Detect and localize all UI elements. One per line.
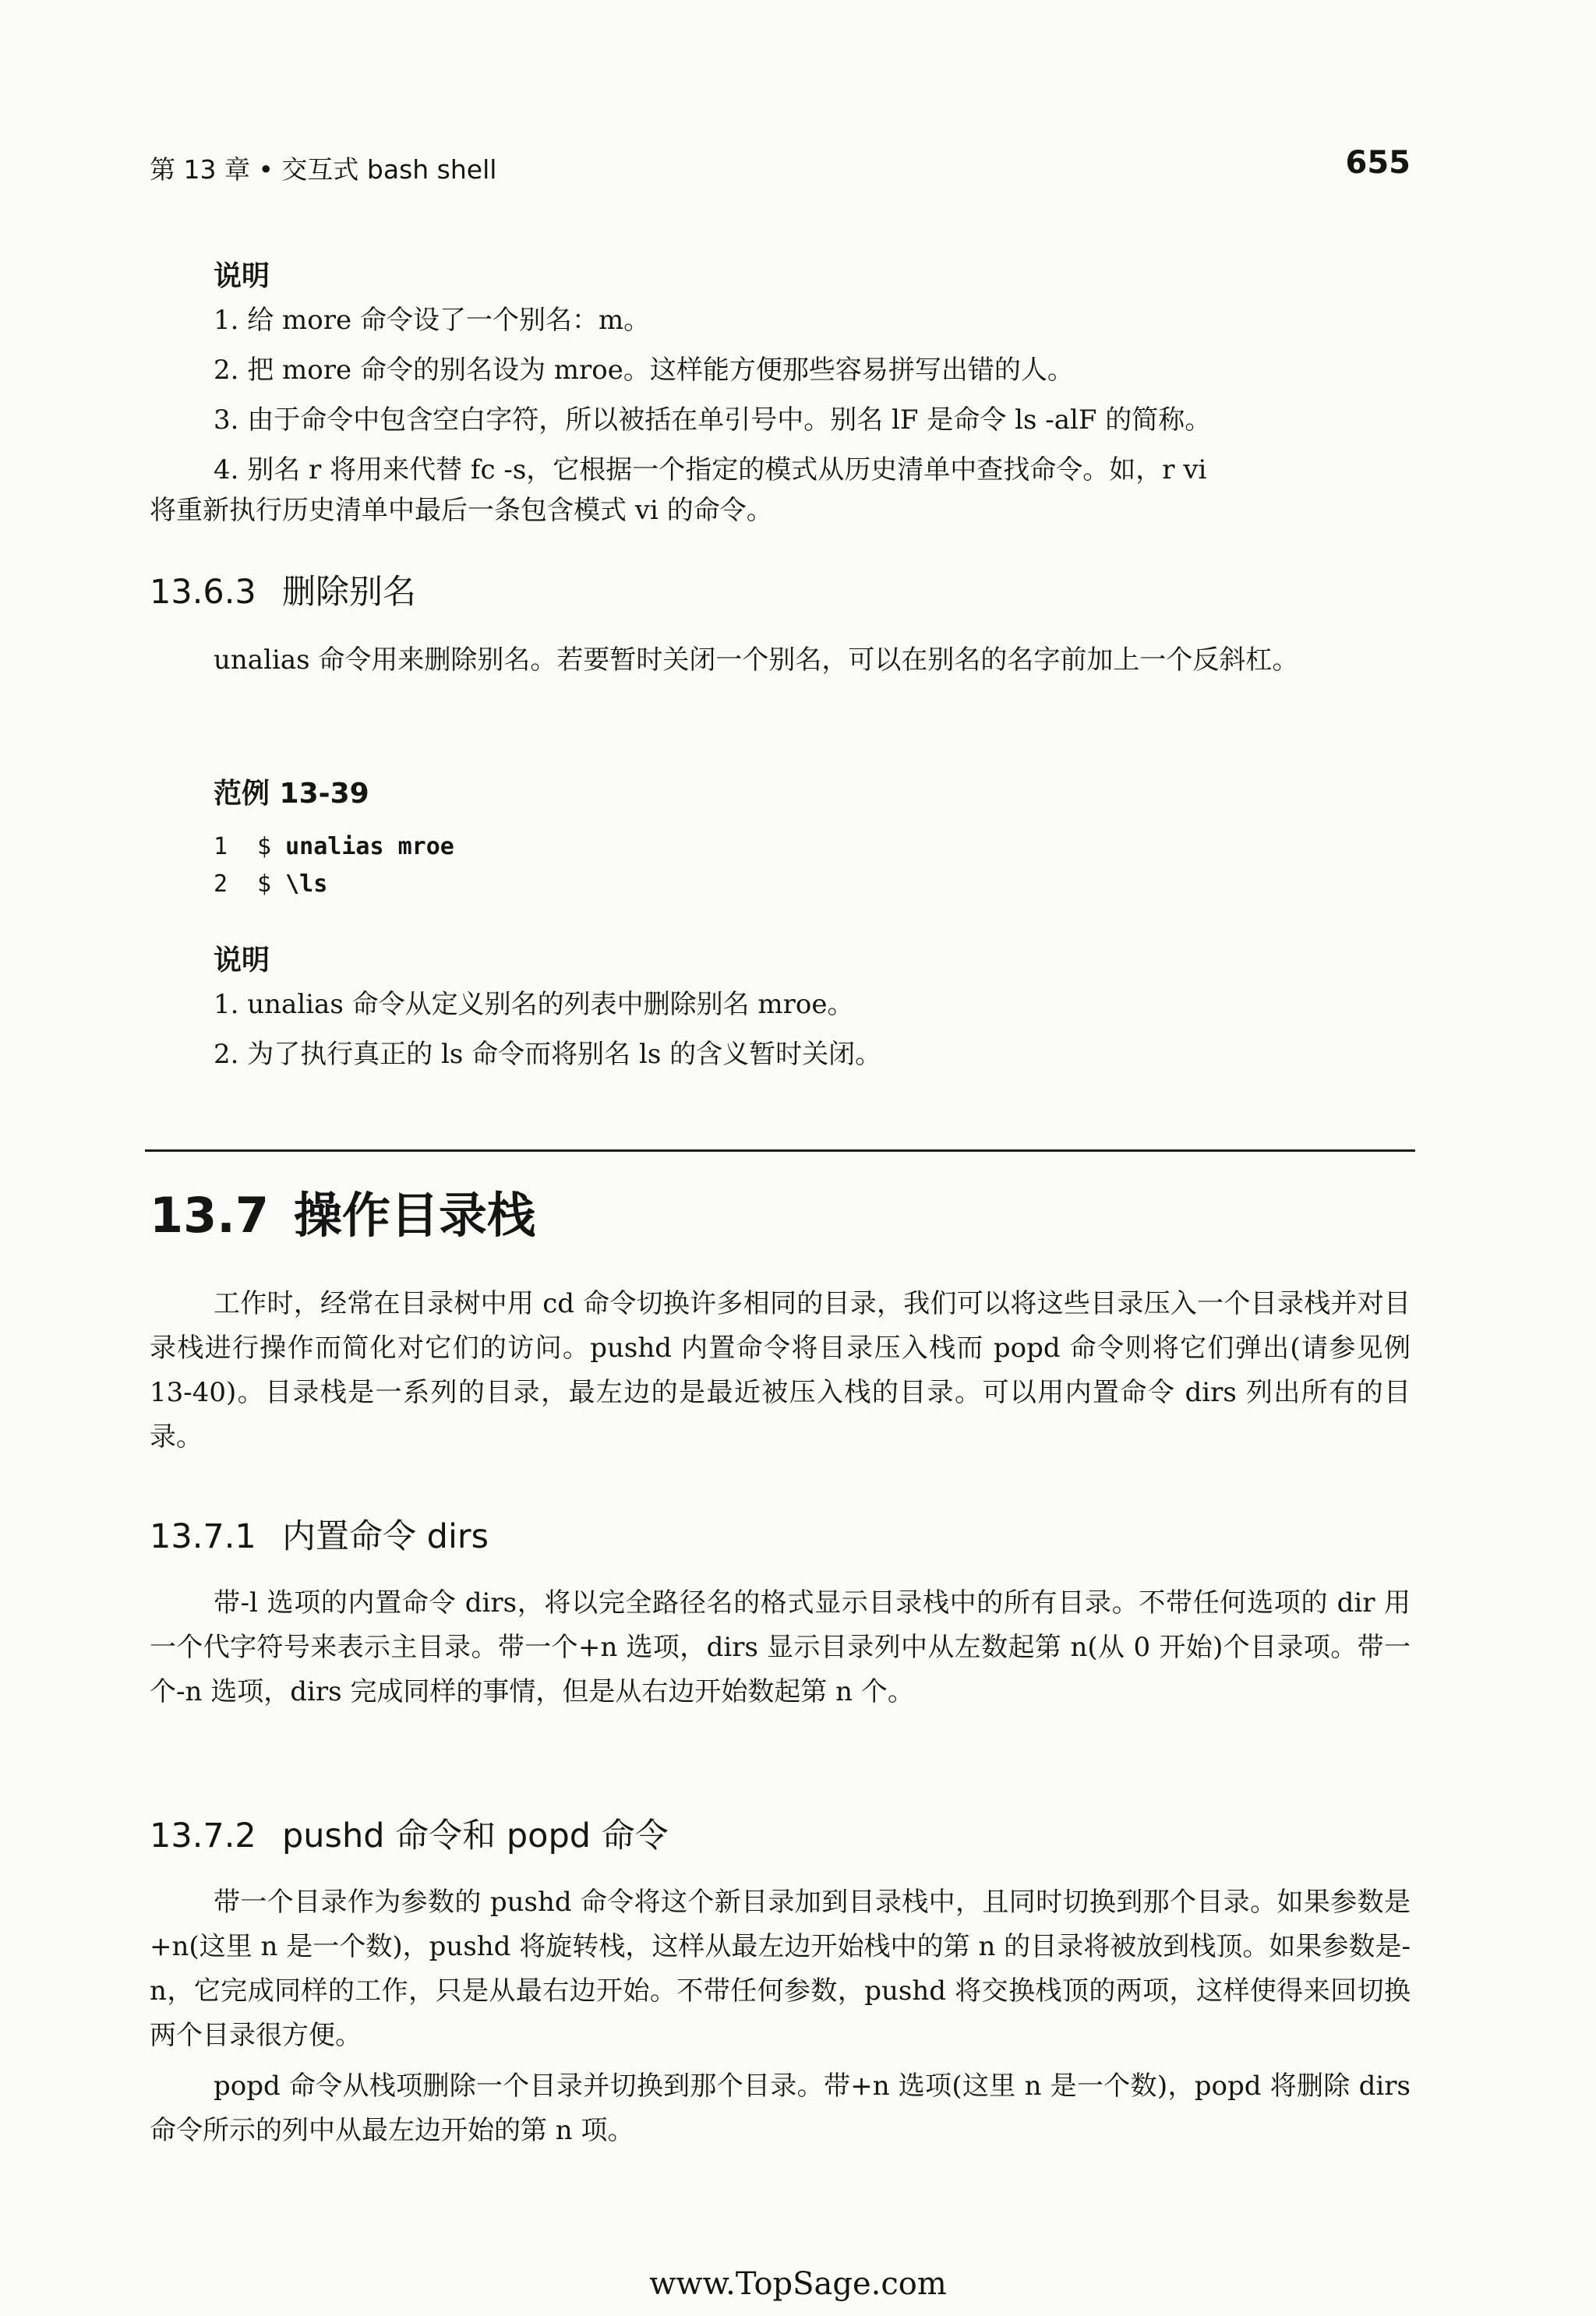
subsection-heading — [150, 1809, 1411, 1857]
subsection-title: 删除别名 — [282, 573, 416, 612]
code-line — [214, 866, 1411, 903]
footer-url: www.TopSage.com — [649, 2266, 947, 2302]
subsection-title: 内置命令 dirs — [282, 1517, 489, 1556]
prompt: $ — [257, 870, 286, 898]
note-item: 4. 别名 r 将用来代替 fc -s，它根据一个指定的模式从历史清单中查找命令。如，r vi — [214, 454, 1207, 485]
note-title: 说明 — [214, 944, 270, 976]
subsection-number: 13.7.2 — [150, 1816, 256, 1855]
note-block-1 — [150, 254, 1411, 531]
section-13-7 — [150, 1177, 1411, 1460]
command: unalias mroe — [285, 833, 454, 860]
code-line — [214, 828, 1411, 866]
line-number: 1 — [214, 833, 228, 860]
prompt: $ — [257, 833, 286, 860]
section-title: 操作目录栈 — [294, 1187, 536, 1244]
subsection-number: 13.7.1 — [150, 1517, 256, 1556]
subsection-number: 13.6.3 — [150, 573, 256, 612]
paragraph: unalias 命令用来删除别名。若要暂时关闭一个别名，可以在别名的名字前加上一个反斜杠。 — [214, 644, 1299, 676]
section-heading — [150, 1177, 1411, 1246]
section-number: 13.7 — [150, 1187, 269, 1244]
paragraph: 带-l 选项的内置命令 dirs，将以完全路径名的格式显示目录栈中的所有目录。不带任何选项的 dir 用一个代字符号来表示主目录。带一个+n 选项，dirs 显示目录列中从左数起第 n(从 0 开始)个目录项。带一个-n 选项，dirs 完成同样的事情，但是从右边开始数起第 n 个。 — [150, 1587, 1411, 1707]
note-item: 2. 把 more 命令的别名设为 mroe。这样能方便那些容易拼写出错的人。 — [214, 355, 1074, 386]
section-divider — [145, 1149, 1415, 1152]
example-title: 范例 13-39 — [214, 778, 369, 810]
subsection-heading — [150, 566, 1411, 613]
example-13-39 — [150, 771, 1411, 903]
running-head — [150, 145, 1411, 189]
note-block-2 — [150, 938, 1411, 1075]
line-number: 2 — [214, 870, 228, 898]
subsection-title: pushd 命令和 popd 命令 — [282, 1816, 669, 1855]
note-title: 说明 — [214, 260, 270, 292]
note-item: 2. 为了执行真正的 ls 命令而将别名 ls 的含义暂时关闭。 — [214, 1039, 882, 1070]
command: \ls — [285, 870, 328, 898]
paragraph: 带一个目录作为参数的 pushd 命令将这个新目录加到目录栈中，且同时切换到那个目录。如果参数是+n(这里 n 是一个数)，pushd 将旋转栈，这样从最左边开始栈中的第 n 的目录将被放到栈顶。如果参数是-n，它完成同样的工作，只是从最右边开始。不带任何参数，pushd 将交换栈顶的两项，这样使得来回切换两个目录很方便。 — [150, 1887, 1411, 2051]
note-item: 3. 由于命令中包含空白字符，所以被括在单引号中。别名 lF 是命令 ls -alF 的简称。 — [214, 404, 1212, 436]
note-item: 1. 给 more 命令设了一个别名：m。 — [214, 305, 651, 336]
subsection-heading — [150, 1510, 1411, 1558]
subsection-13-7-2 — [150, 1809, 1411, 2153]
note-item: 1. unalias 命令从定义别名的列表中删除别名 mroe。 — [214, 989, 854, 1020]
page-number: 655 — [1345, 145, 1411, 181]
subsection-13-7-1 — [150, 1510, 1411, 1714]
paragraph: 工作时，经常在目录树中用 cd 命令切换许多相同的目录，我们可以将这些目录压入一个目录栈并对目录栈进行操作而简化对它们的访问。pushd 内置命令将目录压入栈而 popd 命令则将它们弹出(请参见例 13-40)。目录栈是一系列的目录，最左边的是最近被压入栈的目录。可以用内置命令 dirs 列出所有的目录。 — [150, 1288, 1411, 1453]
subsection-13-6-3 — [150, 566, 1411, 683]
code-listing — [150, 828, 1411, 903]
note-item-continuation: 将重新执行历史清单中最后一条包含模式 vi 的命令。 — [150, 495, 773, 526]
paragraph: popd 命令从栈项删除一个目录并切换到那个目录。带+n 选项(这里 n 是一个数)，popd 将删除 dirs 命令所示的列中从最左边开始的第 n 项。 — [150, 2071, 1411, 2146]
running-title: 第 13 章 • 交互式 bash shell — [150, 154, 497, 185]
